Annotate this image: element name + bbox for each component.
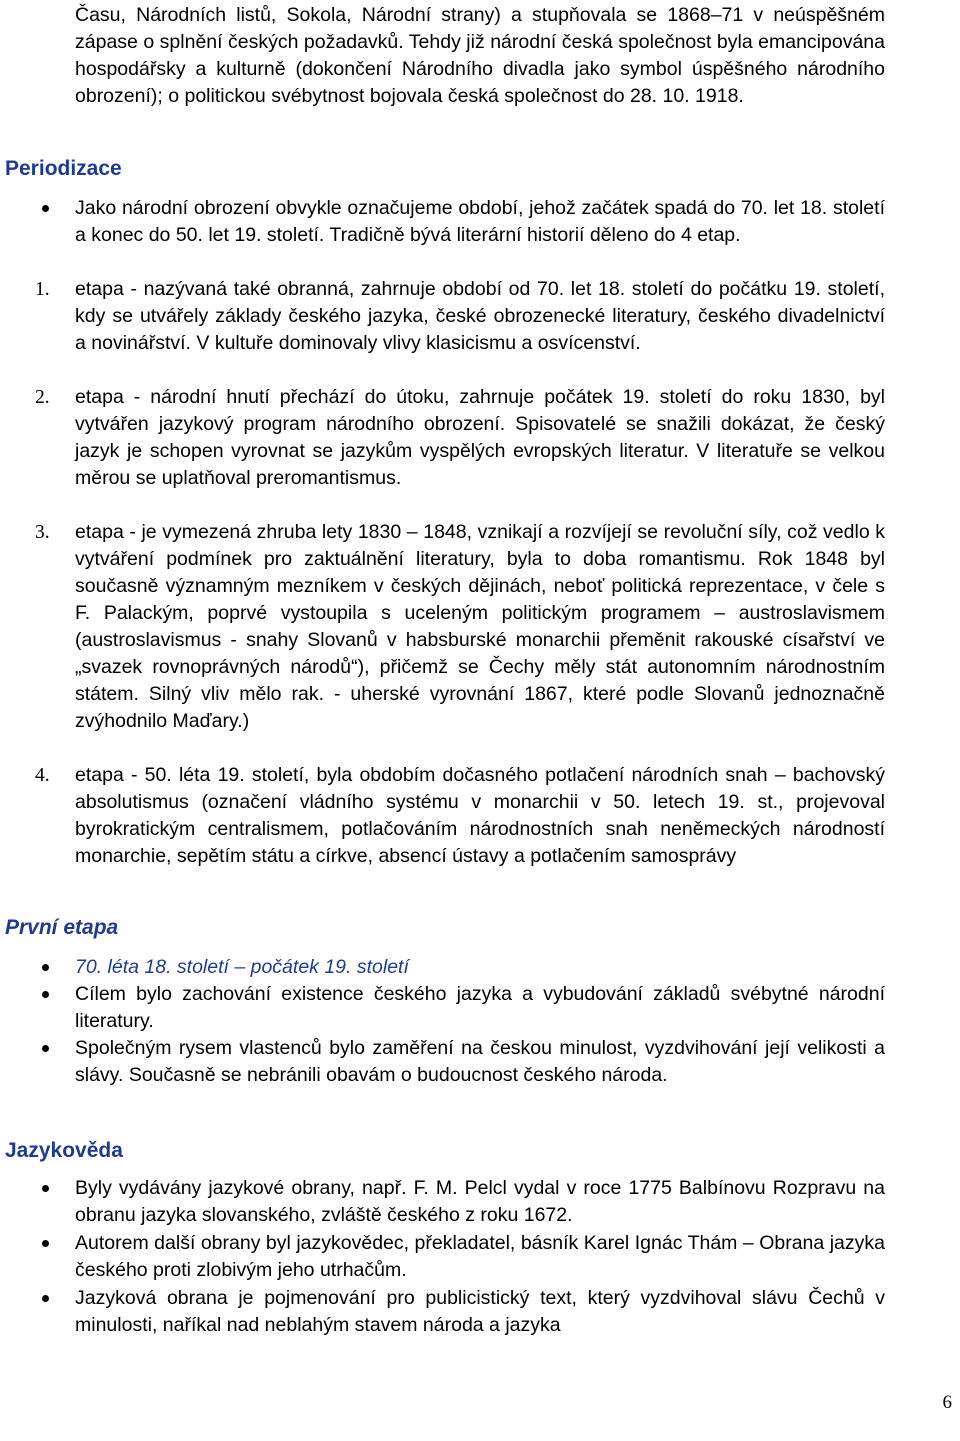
- bullet-icon: [42, 964, 49, 971]
- list-item: Cílem bylo zachování existence českého jazyka a vybudování základů svébytné národní literatury.: [75, 981, 885, 1035]
- bullet-icon: [42, 1045, 49, 1052]
- list-item: Jazyková obrana je pojmenování pro publicistický text, který vyzdvihoval slávu Čechů v minulosti, naříkal nad neblahým stavem národa a jazyka: [75, 1285, 885, 1339]
- bullet-icon: [42, 1295, 49, 1302]
- list-item: 2. etapa - národní hnutí přechází do útoku, zahrnuje počátek 19. století do roku 1830, byl vytvářen jazykový program národního obrození. Spisovatelé se snažili dokázat, že český jazyk je schopen vyrovnat se jazykům vyspělých evropských literatur. V literatuře se velkou měrou se uplatňoval preromantismus.: [35, 386, 885, 489]
- list-item: Společným rysem vlastenců bylo zaměření na českou minulost, vyzdvihování její velikosti a slávy. Současně se nebránili obavám o budoucnost českého národa.: [75, 1035, 885, 1089]
- heading-jazykoveda: Jazykověda: [5, 1139, 123, 1162]
- intro-paragraph: Času, Národních listů, Sokola, Národní strany) a stupňovala se 1868–71 v neúspěšném zápase o splnění českých požadavků. Tehdy již národní česká společnost byla emancipována hospodářsky a kulturně (dokončení Národního divadla jako symbol úspěšného národního obrození); o politickou svébytnost bojovala česká společnost do 28. 10. 1918.: [75, 4, 885, 107]
- list-item: Byly vydávány jazykové obrany, např. F. M. Pelcl vydal v roce 1775 Balbínovu Rozpravu na obranu jazyka slovanského, zvláště českého z roku 1672.: [75, 1175, 885, 1229]
- heading-prvni-etapa: První etapa: [5, 916, 119, 939]
- page-number: 6: [942, 1392, 952, 1413]
- bullet-icon: [42, 991, 49, 998]
- bullet-icon: [42, 1185, 49, 1192]
- list-item: 4. etapa - 50. léta 19. století, byla obdobím dočasného potlačení národních snah – bachovský absolutismus (označení vládního systému v monarchii v 50. letech 19. st., projevoval byrokratickým centralismem, potlačováním národnostních snah neněmeckých národností monarchie, sepětím státu a církve, absencí ústavy a potlačením samosprávy: [35, 764, 885, 867]
- bullet-icon: [42, 205, 49, 212]
- bullet-icon: [42, 1240, 49, 1247]
- heading-periodizace: Periodizace: [5, 157, 122, 180]
- list-item: Autorem další obrany byl jazykovědec, překladatel, básník Karel Ignác Thám – Obrana jazyka českého proti zlobivým jeho utrhačům.: [75, 1230, 885, 1284]
- list-item: Jako národní obrození obvykle označujeme období, jehož začátek spadá do 70. let 18. století a konec do 50. let 19. století. Tradičně bývá literární historií děleno do 4 etap.: [75, 195, 885, 249]
- list-item: 1. etapa - nazývaná také obranná, zahrnuje období od 70. let 18. století do počátku 19. století, kdy se utvářely základy českého jazyka, české obrozenecké literatury, českého divadelnictví a novinářství. V kultuře dominovaly vlivy klasicismu a osvícenství.: [35, 278, 885, 354]
- list-item: 70. léta 18. století – počátek 19. století: [75, 954, 885, 981]
- list-item: 3. etapa - je vymezená zhruba lety 1830 – 1848, vznikají a rozvíjejí se revoluční síly, což vedlo k vytváření podmínek pro zaktuálnění literatury, byla to doba romantismu. Rok 1848 byl současně významným mezníkem v českých dějinách, neboť politická reprezentace, v čele s F. Palackým, poprvé vystoupila s uceleným politickým programem – austroslavismem (austroslavismus - snahy Slovanů v habsburské monarchii přeměnit rakouské císařství ve „svazek rovnoprávných národů“), přičemž se Čechy měly stát autonomním národnostním státem. Silný vliv mělo rak. - uherské vyrovnání 1867, které podle Slovanů jednoznačně zvýhodnilo Maďary.): [35, 521, 885, 732]
